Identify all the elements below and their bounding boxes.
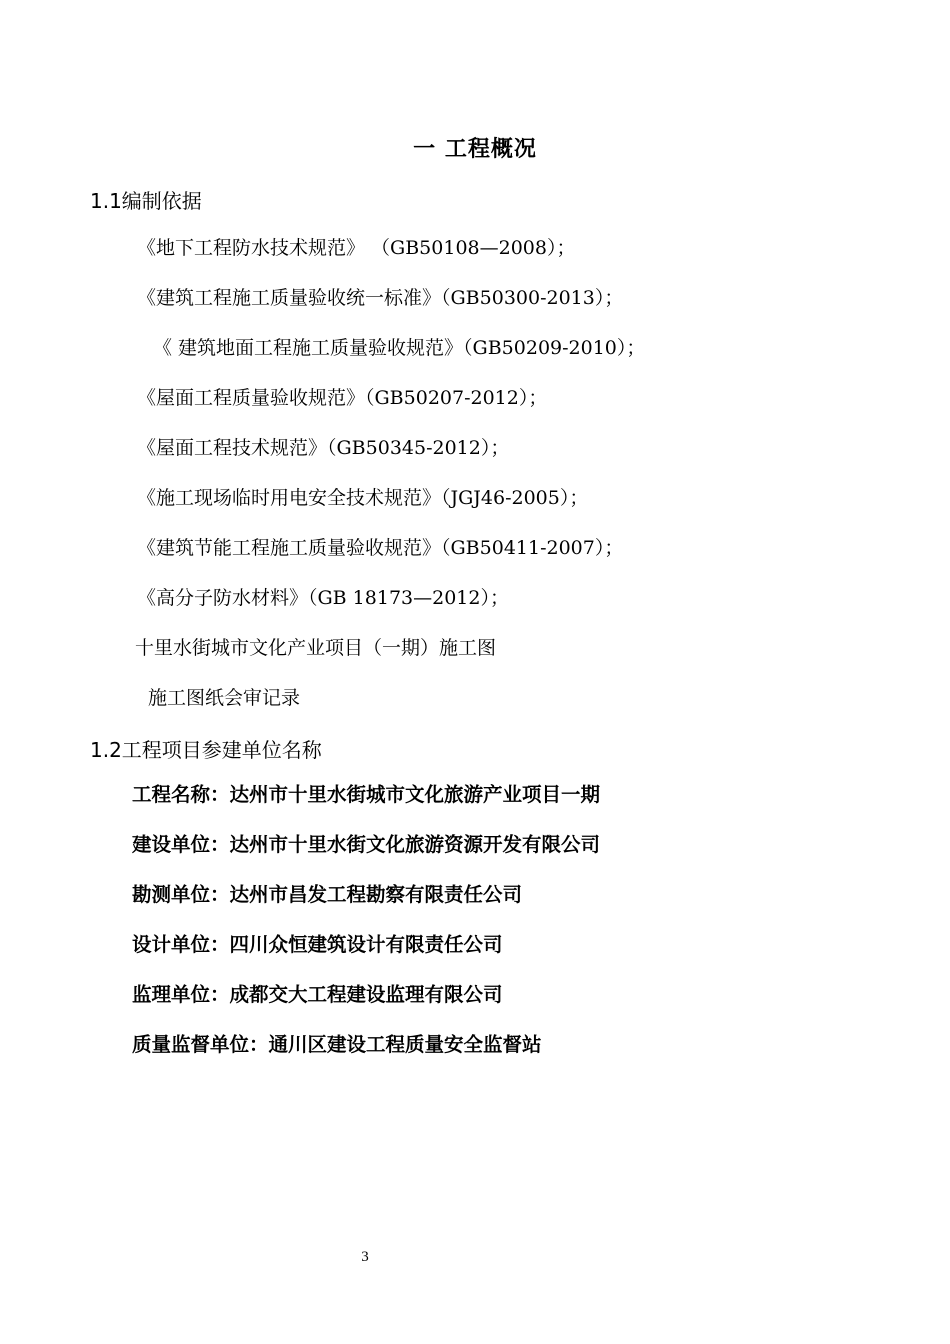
reference-item: 《屋面工程技术规范》（GB50345-2012）； <box>137 437 510 459</box>
participant-list <box>132 780 932 1080</box>
reference-item: 《建筑节能工程施工质量验收规范》（GB50411-2007）； <box>137 537 624 559</box>
section-heading-1-2: 1.2工程项目参建单位名称 <box>90 738 322 762</box>
chapter-title: 一 工程概况 <box>413 137 537 162</box>
reference-item: 十里水街城市文化产业项目（一期）施工图 <box>135 637 497 659</box>
participant-item-construction-unit: 建设单位：达州市十里水街文化旅游资源开发有限公司 <box>132 833 601 856</box>
participant-item-design-unit: 设计单位：四川众恒建筑设计有限责任公司 <box>132 933 503 956</box>
reference-item: 《高分子防水材料》（GB 18173—2012）； <box>137 587 509 609</box>
reference-list <box>0 233 950 733</box>
participant-item-quality-supervision-unit: 质量监督单位：通川区建设工程质量安全监督站 <box>132 1033 542 1056</box>
page-number: 3 <box>361 1249 369 1265</box>
reference-item: 施工图纸会审记录 <box>148 687 301 709</box>
reference-item: 《地下工程防水技术规范》 （GB50108—2008）； <box>137 237 576 259</box>
participant-item-supervision-unit: 监理单位：成都交大工程建设监理有限公司 <box>132 983 503 1006</box>
reference-item: 《 建筑地面工程施工质量验收规范》（GB50209-2010）； <box>153 337 646 359</box>
reference-item: 《施工现场临时用电安全技术规范》（JGJ46-2005）； <box>137 487 589 509</box>
participant-item-project-name: 工程名称：达州市十里水街城市文化旅游产业项目一期 <box>132 783 601 806</box>
participant-item-survey-unit: 勘测单位：达州市昌发工程勘察有限责任公司 <box>132 883 523 906</box>
reference-item: 《屋面工程质量验收规范》（GB50207-2012）； <box>137 387 548 409</box>
reference-item: 《建筑工程施工质量验收统一标准》（GB50300-2013）； <box>137 287 624 309</box>
section-heading-1-1: 1.1编制依据 <box>90 189 202 213</box>
